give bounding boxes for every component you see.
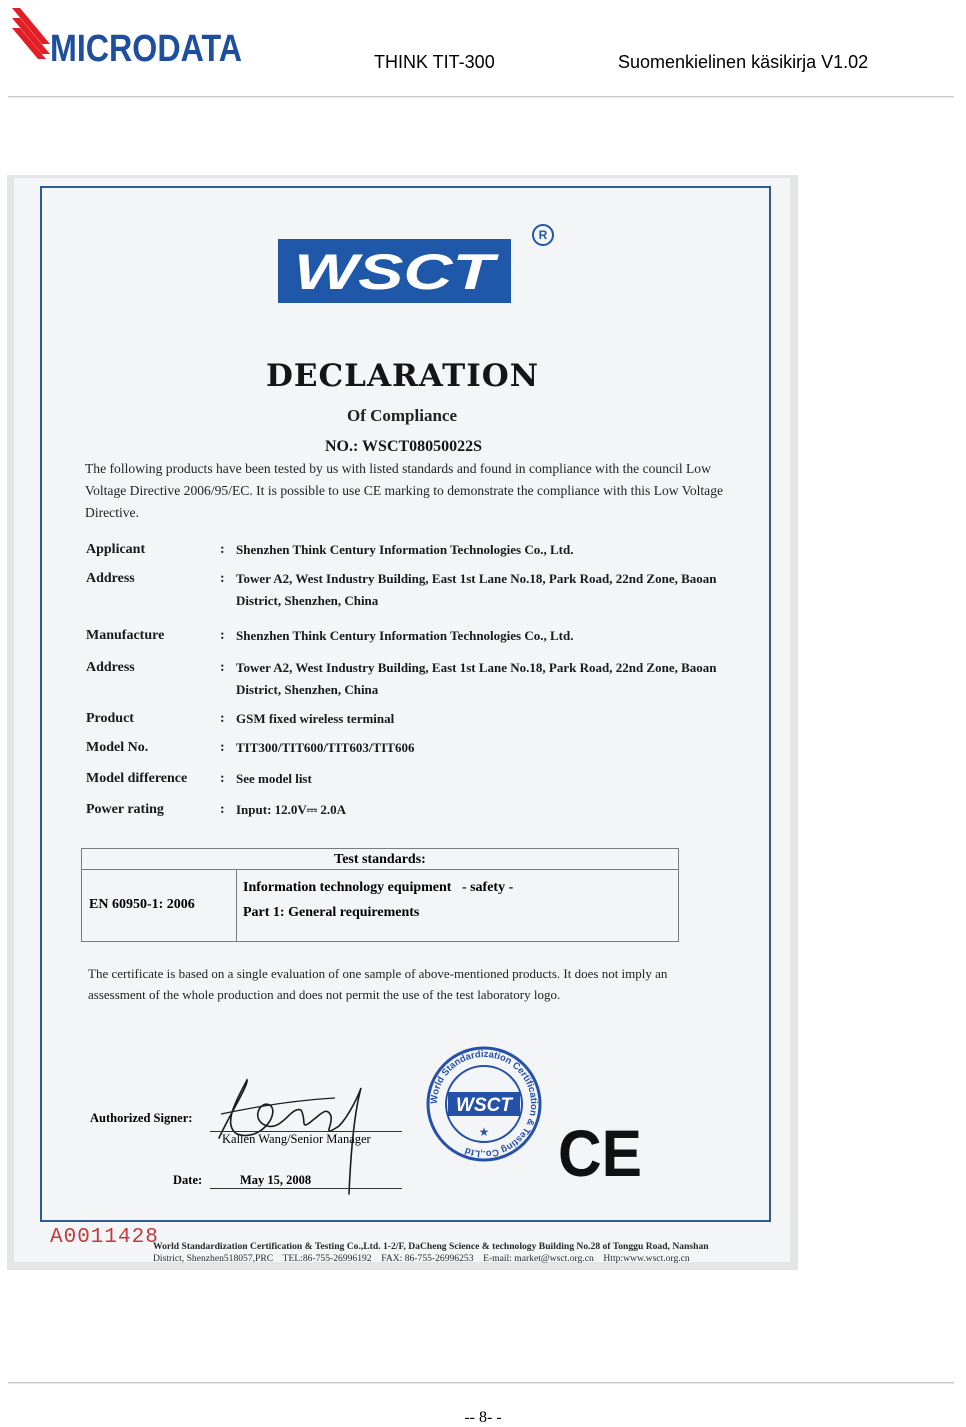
seal-star-icon: ★ (478, 1125, 490, 1139)
field-colon: : (220, 740, 225, 755)
date-value: May 15, 2008 (240, 1173, 312, 1187)
field-label: Address (86, 660, 135, 675)
certificate-subtitle: Of Compliance (346, 406, 458, 425)
field-colon: : (220, 660, 225, 675)
field-label: Product (86, 711, 134, 726)
field-label: Address (86, 571, 135, 586)
ce-mark-text: CE (558, 1116, 642, 1190)
page-number: -- 8- - (464, 1409, 502, 1426)
header-manual-title: Suomenkielinen käsikirja V1.02 (618, 52, 869, 72)
table-divider (236, 870, 237, 941)
certificate-number: NO.: WSCT08050022S (325, 438, 483, 455)
field-label: Applicant (86, 542, 146, 557)
certificate-intro: The following products have been tested by us with listed standards and found in compliance with the council Low Voltage Directive 2006/95/EC. It is possible to use CE marking to demonstrate the compliance with this Low Voltage Directive. (85, 461, 724, 520)
signer-name: Kallen Wang/Senior Manager (222, 1132, 371, 1146)
issuer-contact-line: District, Shenzhen518057,PRC TEL:86-755-26996192 FAX: 86-755-26996253 E-mail: market@wsct.org.cn Http:www.wsct.org.cn (153, 1253, 690, 1264)
test-standards-heading: Test standards: (82, 849, 678, 870)
certificate-photo (7, 175, 798, 1270)
certificate-border (40, 186, 771, 1222)
field-colon: : (220, 771, 225, 786)
wsct-logo (278, 239, 511, 303)
certificate-disclaimer: The certificate is based on a single evaluation of one sample of above-mentioned products. It does not imply an assessment of the whole production and does not permit the use of the test laboratory logo. (88, 966, 668, 1002)
issuer-address-line: World Standardization Certification & Testing Co.,Ltd. 1-2/F, DaCheng Science & technology Building No.28 of Tonggu Road, Nanshan (153, 1241, 709, 1252)
field-value: Input: 12.0V⎓ 2.0A (236, 802, 347, 817)
field-value: Shenzhen Think Century Information Technologies Co., Ltd. (236, 628, 574, 643)
registered-trademark-icon: R (532, 224, 554, 246)
field-label: Manufacture (86, 628, 165, 643)
field-value: See model list (236, 771, 312, 786)
field-value: Tower A2, West Industry Building, East 1st Lane No.18, Park Road, 22nd Zone, Baoan District, Shenzhen, China (236, 571, 717, 608)
test-standard-part: Part 1: General requirements (243, 905, 420, 920)
field-colon: : (220, 628, 225, 643)
field-label: Model difference (86, 771, 188, 786)
test-standard-description: Information technology equipment - safety - (243, 880, 514, 895)
microdata-logo-text: MICRODATA (50, 28, 242, 70)
wsct-certification-seal (424, 1044, 544, 1164)
microdata-logo (10, 4, 250, 70)
field-colon: : (220, 571, 225, 586)
date-label: Date: (173, 1173, 203, 1187)
ce-mark-icon (556, 1116, 646, 1190)
field-value: Shenzhen Think Century Information Technologies Co., Ltd. (236, 542, 574, 557)
certificate-title: DECLARATION (266, 358, 540, 394)
field-value: GSM fixed wireless terminal (236, 711, 395, 726)
field-label: Model No. (86, 740, 149, 755)
certificate-serial-number: A0011428 (50, 1226, 159, 1249)
field-label: Power rating (86, 802, 164, 817)
test-standards-table (81, 848, 679, 942)
field-value: TIT300/TIT600/TIT603/TIT606 (236, 740, 415, 755)
field-colon: : (220, 802, 225, 817)
footer-divider (8, 1382, 954, 1383)
test-standard-code: EN 60950-1: 2006 (89, 897, 195, 912)
field-colon: : (220, 711, 225, 726)
date-line (210, 1188, 402, 1189)
header-divider (8, 96, 954, 97)
field-colon: : (220, 542, 225, 557)
header-product-name: THINK TIT-300 (374, 52, 495, 72)
certificate-paper (14, 178, 790, 1262)
field-value: Tower A2, West Industry Building, East 1st Lane No.18, Park Road, 22nd Zone, Baoan District, Shenzhen, China (236, 660, 717, 697)
seal-ring-text: World Standardization Certification & Testing Co.,Ltd (428, 1048, 540, 1160)
wsct-logo-text: WSCT (294, 244, 501, 300)
microdata-stripes-icon (12, 8, 50, 59)
seal-center-text: WSCT (456, 1095, 512, 1116)
authorized-signer-label: Authorized Signer: (90, 1111, 193, 1125)
